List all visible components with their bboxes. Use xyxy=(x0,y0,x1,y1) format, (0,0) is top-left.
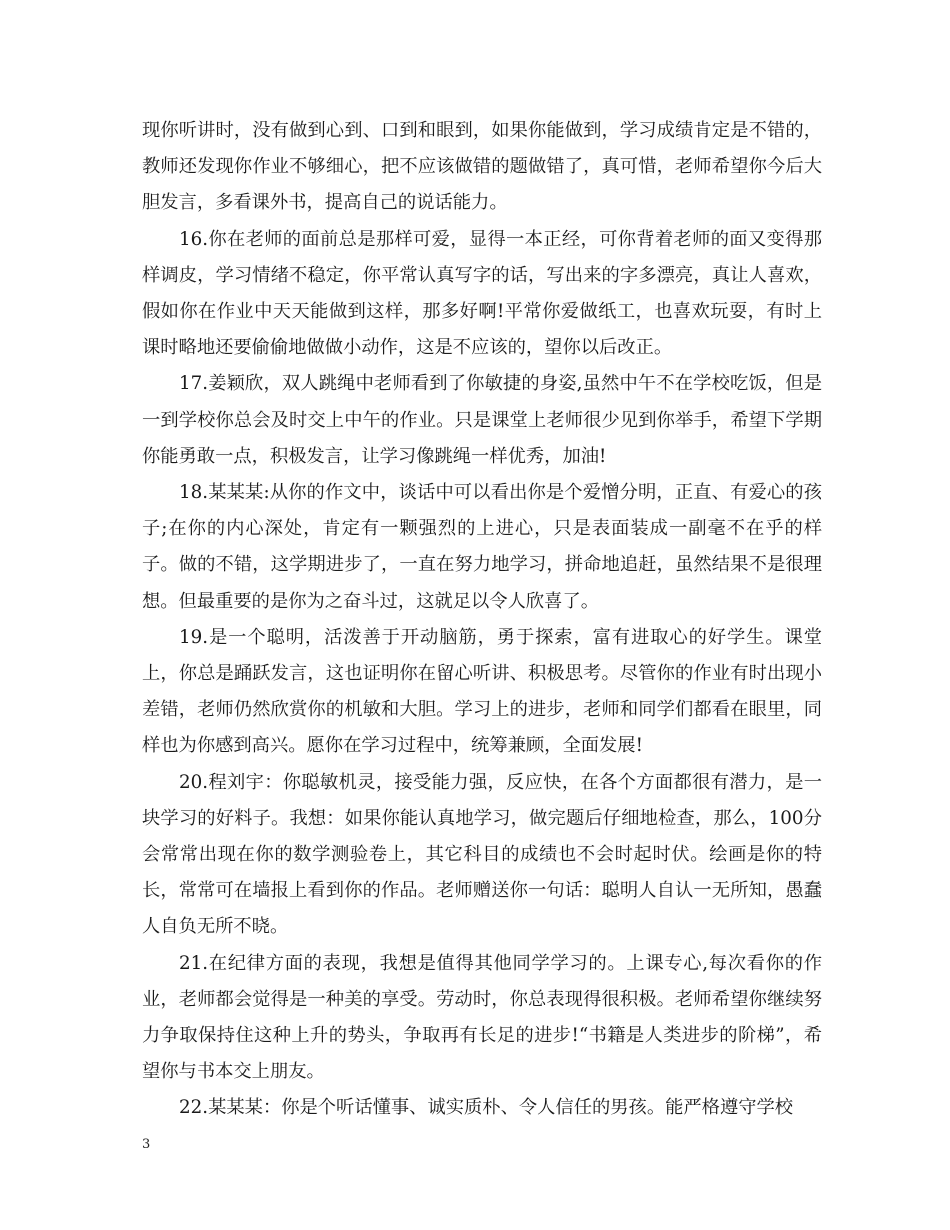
paragraph-comment-20: 20.程刘宇：你聪敏机灵，接受能力强，反应快，在各个方面都很有潜力，是一块学习的好料子。我想：如果你能认真地学习，做完题后仔细地检查，那么，100分会常常出现在你的数学测验卷上，其它科目的成绩也不会时起时伏。绘画是你的特长，常常可在墙报上看到你的作品。老师赠送你一句话：聪明人自认一无所知，愚蠢人自负无所不晓。 xyxy=(142,771,822,938)
paragraph-comment-17: 17.姜颖欣，双人跳绳中老师看到了你敏捷的身姿,虽然中午不在学校吃饭，但是一到学校你总会及时交上中午的作业。只是课堂上老师很少见到你举手，希望下学期你能勇敢一点，积极发言，让学习像跳绳一样优秀，加油! xyxy=(142,373,822,467)
paragraph-comment-18: 18.某某某:从你的作文中，谈话中可以看出你是个爱憎分明，正直、有爱心的孩子;在你的内心深处，肯定有一颗强烈的上进心，只是表面装成一副毫不在乎的样子。做的不错，这学期进步了，一直在努力地学习，拼命地追赶，虽然结果不是很理想。但最重要的是你为之奋斗过，这就足以令人欣喜了。 xyxy=(142,482,822,612)
page-number: 3 xyxy=(142,1137,151,1152)
paragraph-comment-21: 21.在纪律方面的表现，我想是值得其他同学学习的。上课专心,每次看你的作业，老师都会觉得是一种美的享受。劳动时，你总表现得很积极。老师希望你继续努力争取保持住这种上升的势头，争取再有长足的进步!“书籍是人类进步的阶梯”，希望你与书本交上朋友。 xyxy=(142,952,822,1083)
paragraph-comment-19: 19.是一个聪明，活泼善于开动脑筋，勇于探索，富有进取心的好学生。课堂上，你总是踊跃发言，这也证明你在留心听讲、积极思考。尽管你的作业有时出现小差错，老师仍然欣赏你的机敏和大胆。学习上的进步，老师和同学们都看在眼里，同样也为你感到高兴。愿你在学习过程中，统筹兼顾，全面发展! xyxy=(142,626,822,757)
paragraph-continuation: 现你听讲时，没有做到心到、口到和眼到，如果你能做到，学习成绩肯定是不错的，教师还发现你作业不够细心，把不应该做错的题做错了，真可惜，老师希望你今后大胆发言，多看课外书，提高自己的说话能力。 xyxy=(142,120,822,214)
paragraph-comment-22: 22.某某某：你是个听话懂事、诚实质朴、令人信任的男孩。能严格遵守学校 xyxy=(179,1097,794,1119)
paragraph-comment-16: 16.你在老师的面前总是那样可爱，显得一本正经，可你背着老师的面又变得那样调皮，学习情绪不稳定，你平常认真写字的话，写出来的字多漂亮，真让人喜欢，假如你在作业中天天能做到这样，那多好啊!平常你爱做纸工，也喜欢玩耍，有时上课时略地还要偷偷地做做小动作，这是不应该的，望你以后改正。 xyxy=(142,228,822,359)
body-text xyxy=(142,113,822,1127)
